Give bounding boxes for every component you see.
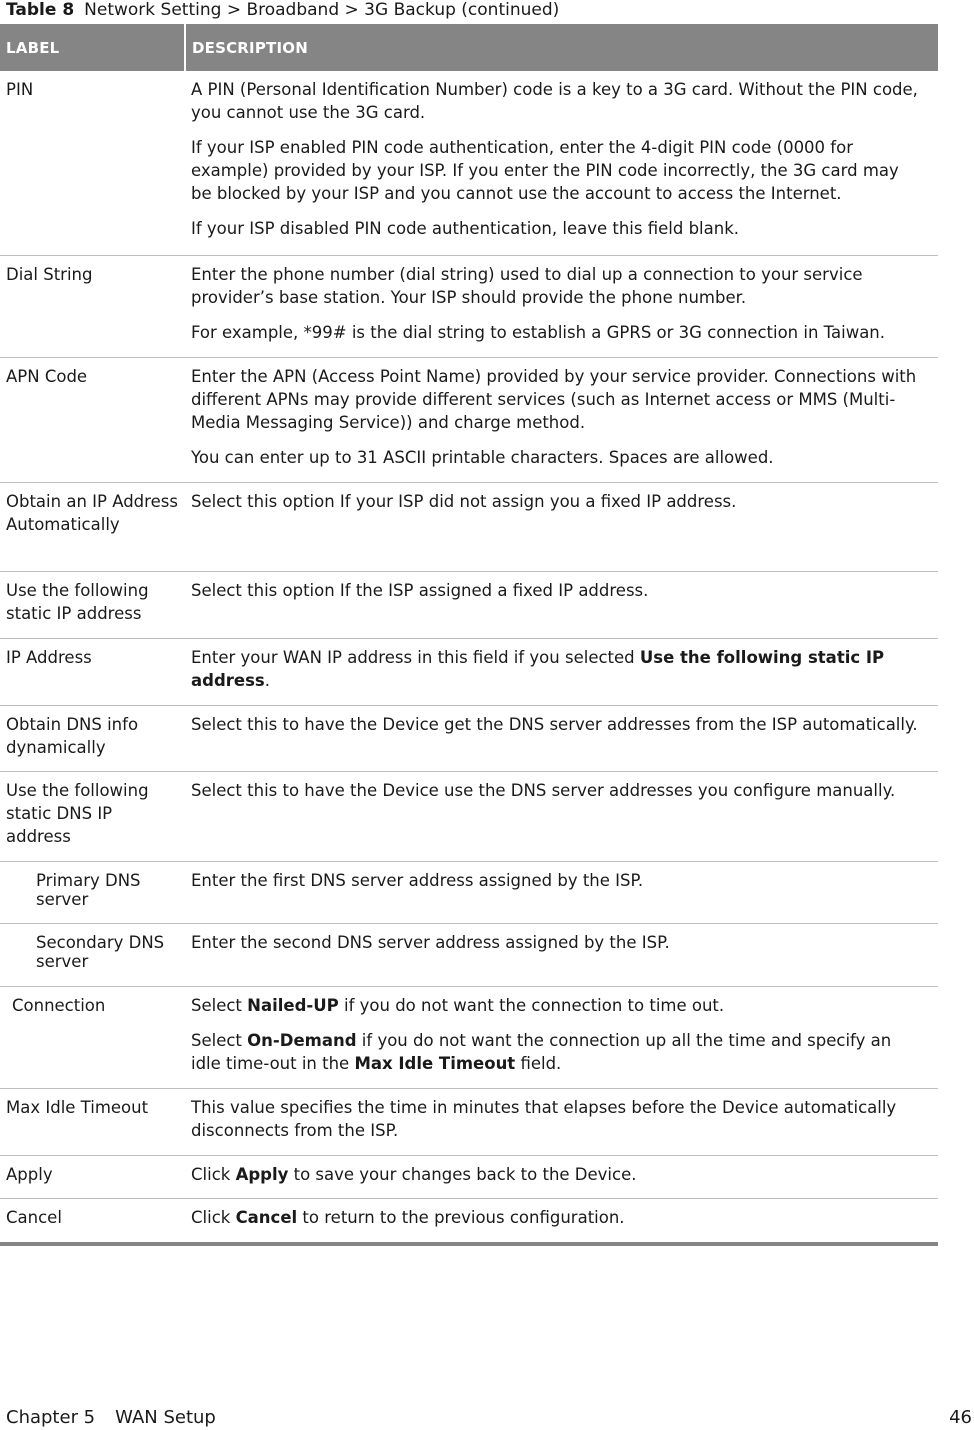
table-row-connection [0, 986, 938, 1088]
description-paragraph: If your ISP enabled PIN code authentication, enter the 4-digit PIN code (0000 for example) provided by your ISP. If you enter the PIN code incorrectly, the 3G card may be blocked by your ISP and you cannot use the account to access the Internet. [191, 138, 899, 203]
row-label: Use the following static DNS IP address [0, 771, 185, 861]
chapter-number: Chapter 5 [6, 1407, 96, 1428]
description-paragraph: Click Apply to save your changes back to the Device. [191, 1164, 637, 1184]
row-label: PIN [0, 71, 185, 255]
chapter-title: WAN Setup [115, 1407, 216, 1428]
table-header-row [0, 24, 938, 71]
description-paragraph: Select this to have the Device get the DNS server addresses from the ISP automatically. [191, 714, 918, 734]
description-paragraph: Enter the first DNS server address assigned by the ISP. [191, 870, 644, 890]
row-label: Use the following static IP address [0, 571, 185, 638]
description-paragraph: Enter the second DNS server address assigned by the ISP. [191, 932, 670, 952]
description-paragraph: Enter the APN (Access Point Name) provided by your service provider. Connections with different APNs may provide different services (such as Internet access or MMS (Multi-Media Messaging Service)) and charge method. [191, 366, 917, 432]
row-description [185, 1198, 938, 1244]
table-row-ip-address [0, 638, 938, 705]
description-paragraph: Click Cancel to return to the previous configuration. [191, 1207, 625, 1227]
row-label: Secondary DNS server [0, 923, 185, 986]
row-description [185, 771, 938, 861]
row-label: Max Idle Timeout [0, 1088, 185, 1155]
settings-table [0, 24, 938, 1246]
table-number: Table 8 [6, 0, 75, 20]
row-description [185, 357, 938, 482]
description-paragraph: Enter your WAN IP address in this field if you selected Use the following static IP address. [191, 647, 885, 690]
table-row-apn-code [0, 357, 938, 482]
description-paragraph: For example, *99# is the dial string to establish a GPRS or 3G connection in Taiwan. [191, 322, 886, 342]
page-number: 46 [949, 1407, 972, 1428]
row-description [185, 705, 938, 771]
row-label: Obtain DNS info dynamically [0, 705, 185, 771]
table-row-max-idle-timeout [0, 1088, 938, 1155]
description-paragraph: Select On-Demand if you do not want the connection up all the time and specify an idle time-out in the Max Idle Timeout field. [191, 1030, 892, 1073]
row-label: Obtain an IP Address Automatically [0, 482, 185, 571]
description-paragraph: Select this option If your ISP did not assign you a fixed IP address. [191, 491, 737, 511]
row-label: APN Code [0, 357, 185, 482]
row-description [185, 571, 938, 638]
row-description [185, 1088, 938, 1155]
row-description [185, 923, 938, 986]
table-row-obtain-ip [0, 482, 938, 571]
description-paragraph: This value specifies the time in minutes that elapses before the Device automatically disconnects from the ISP. [191, 1097, 897, 1140]
description-paragraph: Enter the phone number (dial string) used to dial up a connection to your service provider’s base station. Your ISP should provide the phone number. [191, 264, 863, 307]
row-label: Apply [0, 1155, 185, 1198]
table-row-static-ip [0, 571, 938, 638]
label-column-header: LABEL [0, 24, 185, 71]
row-description [185, 71, 938, 255]
table-row-static-dns [0, 771, 938, 861]
table-row-pin [0, 71, 938, 255]
table-caption [6, 0, 559, 20]
table-row-apply [0, 1155, 938, 1198]
row-label: Connection [0, 986, 185, 1088]
description-column-header: DESCRIPTION [185, 24, 938, 71]
row-label: IP Address [0, 638, 185, 705]
table-row-secondary-dns [0, 923, 938, 986]
row-description [185, 638, 938, 705]
row-description [185, 861, 938, 923]
description-paragraph: If your ISP disabled PIN code authentication, leave this field blank. [191, 219, 740, 238]
row-description [185, 482, 938, 571]
row-label: Primary DNS server [0, 861, 185, 923]
description-paragraph: Select this option If the ISP assigned a fixed IP address. [191, 580, 649, 600]
row-description [185, 1155, 938, 1198]
table-row-obtain-dns [0, 705, 938, 771]
description-paragraph: You can enter up to 31 ASCII printable characters. Spaces are allowed. [191, 447, 774, 467]
row-description [185, 255, 938, 357]
row-label: Cancel [0, 1198, 185, 1244]
table-row-dial-string [0, 255, 938, 357]
table-title: Network Setting > Broadband > 3G Backup (continued) [84, 0, 560, 20]
description-paragraph: Select this to have the Device use the DNS server addresses you configure manually. [191, 780, 896, 800]
description-paragraph: Select Nailed-UP if you do not want the connection to time out. [191, 995, 725, 1015]
row-label: Dial String [0, 255, 185, 357]
page-footer-chapter [6, 1406, 216, 1430]
row-description [185, 986, 938, 1088]
table-row-primary-dns [0, 861, 938, 923]
table-row-cancel [0, 1198, 938, 1244]
description-paragraph: A PIN (Personal Identification Number) code is a key to a 3G card. Without the PIN code, you cannot use the 3G card. [191, 80, 918, 122]
